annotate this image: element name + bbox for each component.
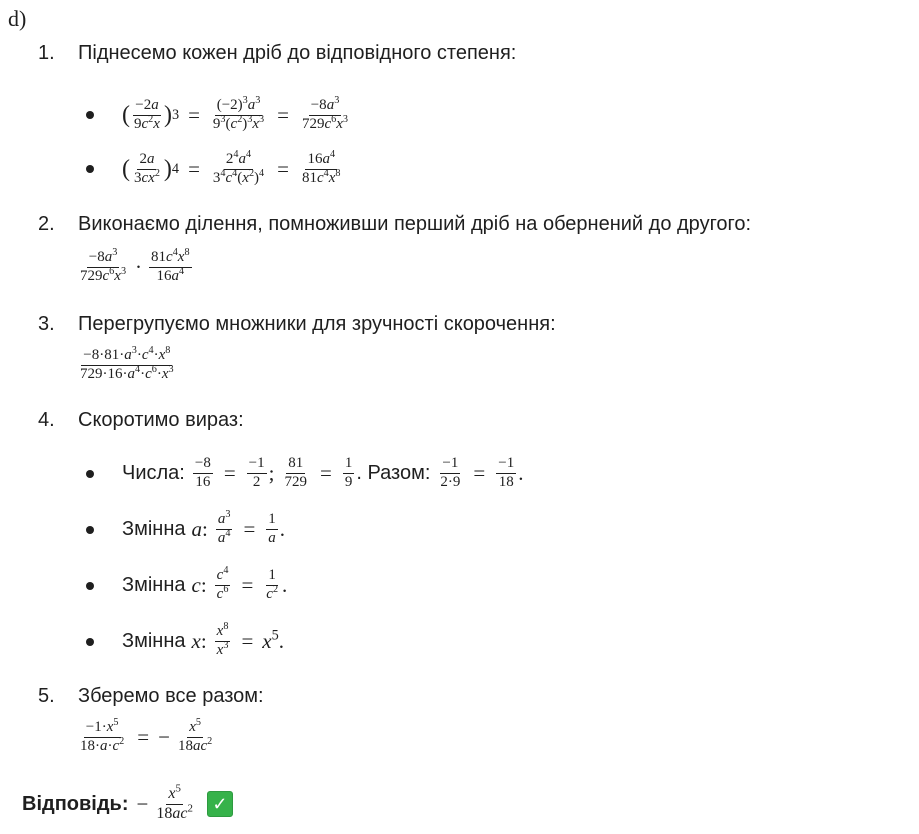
formula-4-var-a: Змінна a: $\frac{a^3}{a^4}$ = $\frac{1}{a}$ . — [122, 508, 286, 546]
step-1-number: 1. — [38, 42, 55, 64]
formula-1a: ( $\frac{-2a}{9c^2x}$ ) 3 = $\frac{(-2)^3a^3}{9^3(c^2)^3x^3}$ = $\frac{-8a^3}{729c^6x^3}$ — [122, 94, 349, 132]
formula-2: $\frac{-8a^3}{729c^6x^3}$ · $\frac{81c^4x^8}{16a^4}$ — [80, 246, 190, 284]
step-2-number: 2. — [38, 213, 55, 235]
answer-row: Відповідь: − $\frac{x^5}{18ac^2}$ ✓ — [22, 780, 233, 828]
formula-4-var-x: Змінна x: $\frac{x^8}{x^3}$ = $x^5$. — [122, 620, 284, 658]
step-3-number: 3. — [38, 313, 55, 335]
formula-1b: ( $\frac{2a}{3cx^2}$ ) 4 = $\frac{2^4a^4}{3^4c^4(x^2)^4}$ = $\frac{16a^4}{81c^4x^8}$ — [122, 148, 341, 186]
bullet — [86, 470, 94, 478]
check-mark-icon: ✓ — [207, 791, 233, 817]
var-a-label: Змінна — [122, 517, 186, 540]
bullet — [86, 638, 94, 646]
together-label: . Разом: — [356, 461, 431, 484]
bullet — [86, 582, 94, 590]
step-4-heading: Скоротимо вираз: — [78, 409, 244, 431]
formula-4-numbers: Числа: $\frac{-8}{16}$ = $\frac{-1}{2}$ ; $\frac{81}{729}$ = $\frac{1}{9}$ . Разом: $\frac{-1}{2\cdot 9}$ = $\frac{-1}{18}$ . — [122, 454, 524, 490]
step-3-heading: Перегрупуємо множники для зручності скорочення: — [78, 313, 556, 335]
part-label: d) — [8, 6, 27, 31]
var-x-label: Змінна — [122, 629, 186, 652]
bullet — [86, 165, 94, 173]
step-5-heading: Зберемо все разом: — [78, 685, 264, 707]
step-1-heading: Піднесемо кожен дріб до відповідного степеня: — [78, 42, 517, 64]
step-2-heading: Виконаємо ділення, помноживши перший дріб на обернений до другого: — [78, 213, 752, 235]
step-4-number: 4. — [38, 409, 55, 431]
bullet — [86, 526, 94, 534]
formula-5: $\frac{-1\cdot x^5}{18\cdot a\cdot c^2}$ = − $\frac{x^5}{18ac^2}$ — [80, 716, 213, 754]
formula-4-var-c: Змінна c: $\frac{c^4}{c^6}$ = $\frac{1}{c^2}$ . — [122, 564, 288, 602]
step-5-number: 5. — [38, 685, 55, 707]
answer-label: Відповідь: — [22, 792, 129, 815]
var-c-label: Змінна — [122, 573, 186, 596]
numbers-label: Числа: — [122, 461, 185, 484]
formula-3: $\frac{-8\cdot 81\cdot a^3\cdot c^4\cdot x^8}{729\cdot 16\cdot a^4\cdot c^6\cdot x^3}$ — [80, 344, 174, 382]
bullet — [86, 111, 94, 119]
